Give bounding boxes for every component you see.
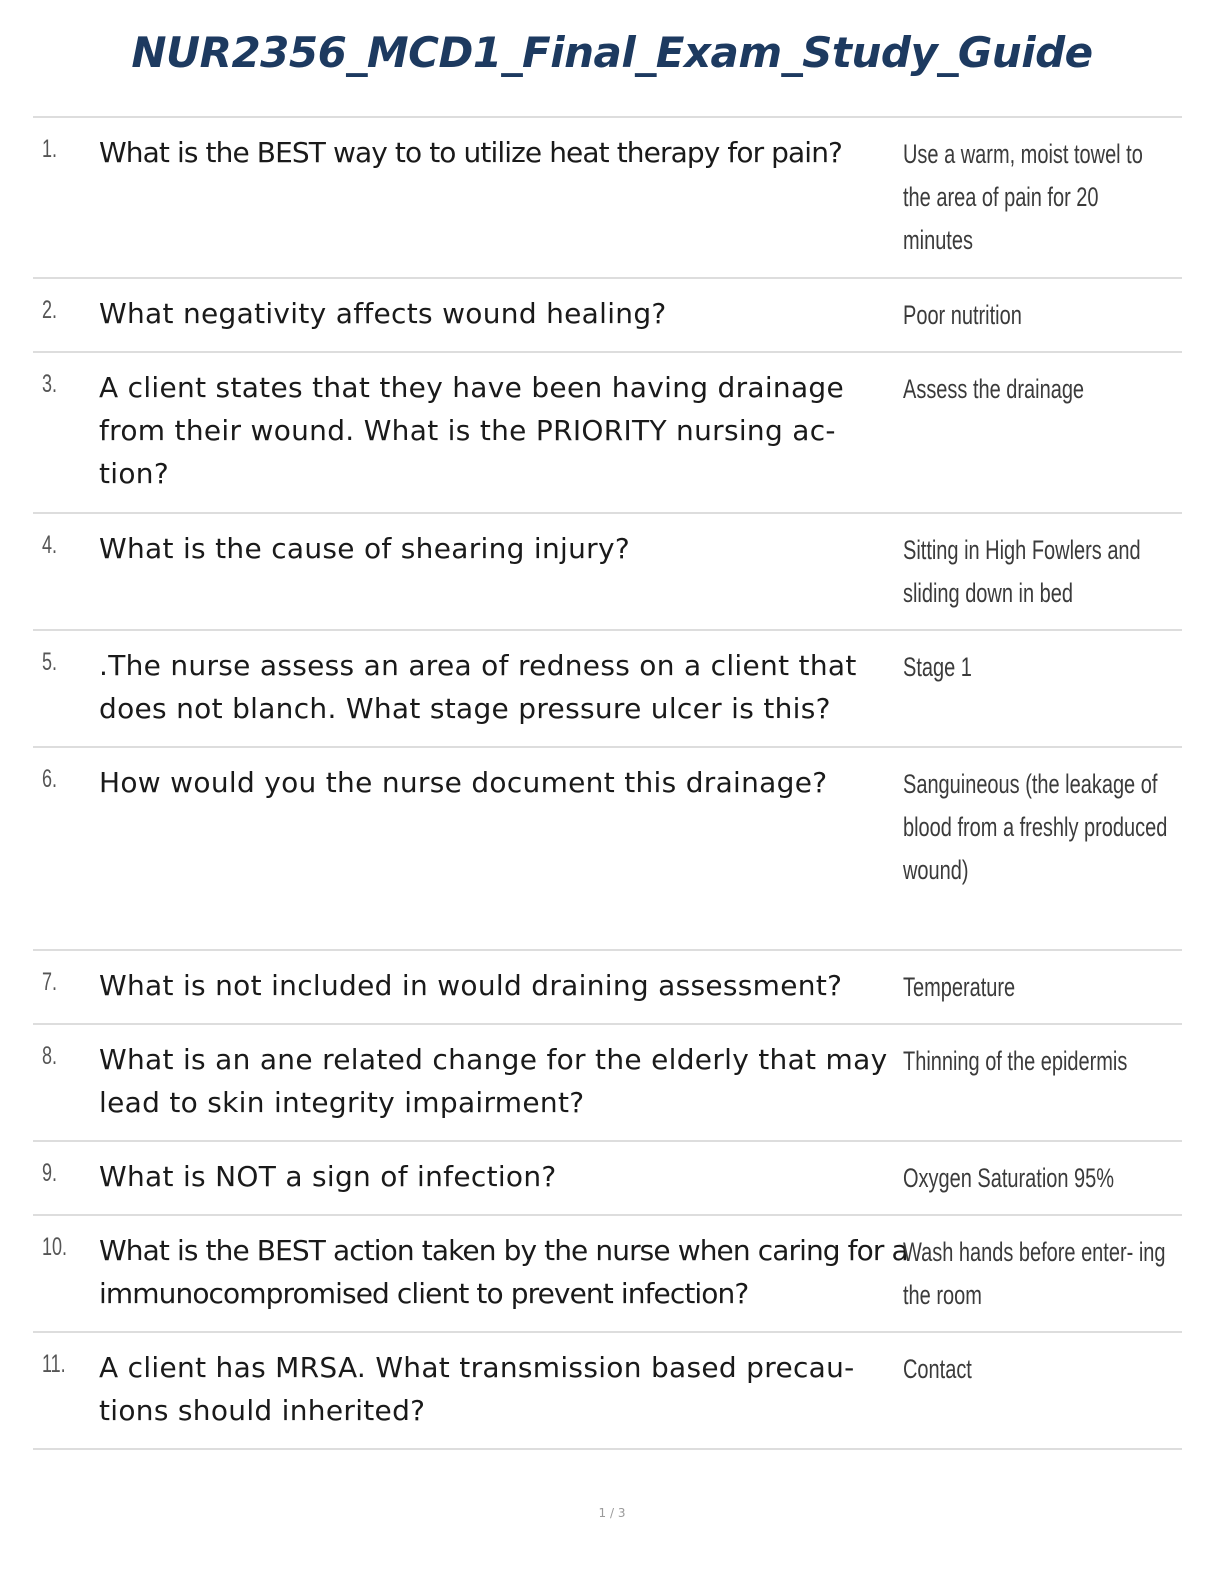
qa-row [33,1142,1182,1216]
question-number: 10. [42,1233,68,1261]
question-number: 6. [42,765,58,793]
qa-row [33,951,1182,1025]
answer-text: Poor nutrition [903,300,1022,330]
answer-text: Thinning of the epidermis [903,1046,1128,1076]
question-text: How would you the nurse document this drainage? [99,766,828,799]
answer-text: Sanguineous (the leakage of blood from a freshly produced wound) [903,769,1168,885]
question-number: 11. [42,1350,66,1378]
qa-row [33,279,1182,353]
qa-row [33,353,1182,514]
answer-text: Contact [903,1354,972,1384]
question-text: A client has MRSA. What transmission based precau- tions should inherited? [99,1351,855,1427]
question-text: A client states that they have been having drainage from their wound. What is the PRIORITY nursing ac- tion? [99,371,845,490]
qa-row [33,631,1182,748]
answer-text: Temperature [903,972,1016,1002]
qa-table [33,116,1182,1450]
question-text: What is NOT a sign of infection? [99,1160,557,1193]
question-number: 3. [42,370,58,398]
question-number: 5. [42,648,58,676]
question-number: 8. [42,1042,58,1070]
question-number: 2. [42,296,58,324]
qa-row [33,514,1182,631]
question-text: What is not included in would draining assessment? [99,969,843,1002]
qa-row [33,1333,1182,1450]
answer-text: Wash hands before enter- ing the room [903,1237,1166,1310]
question-text: What is the BEST way to to utilize heat therapy for pain? [99,136,842,169]
question-text: What negativity affects wound healing? [99,297,667,330]
question-number: 7. [42,968,58,996]
question-text: What is the cause of shearing injury? [99,532,631,565]
page-indicator: 1 / 3 [598,1506,626,1520]
question-number: 4. [42,531,58,559]
qa-row [33,1025,1182,1142]
answer-text: Stage 1 [903,652,972,682]
question-text: What is the BEST action taken by the nurse when caring for a immunocompromised client to prevent infection? [99,1234,908,1310]
qa-row [33,118,1182,279]
question-text: What is an ane related change for the elderly that may lead to skin integrity impairment? [99,1043,888,1119]
page-title: NUR2356_MCD1_Final_Exam_Study_Guide [131,28,1093,77]
qa-row [33,1216,1182,1333]
answer-text: Oxygen Saturation 95% [903,1163,1115,1193]
answer-text: Assess the drainage [903,374,1085,404]
answer-text: Sitting in High Fowlers and sliding down in bed [903,535,1141,608]
question-number: 1. [42,135,58,163]
question-number: 9. [42,1159,58,1187]
qa-row [33,748,1182,951]
answer-text: Use a warm, moist towel to the area of pain for 20 minutes [903,139,1143,255]
question-text: .The nurse assess an area of redness on a client that does not blanch. What stage pressure ulcer is this? [99,649,857,725]
